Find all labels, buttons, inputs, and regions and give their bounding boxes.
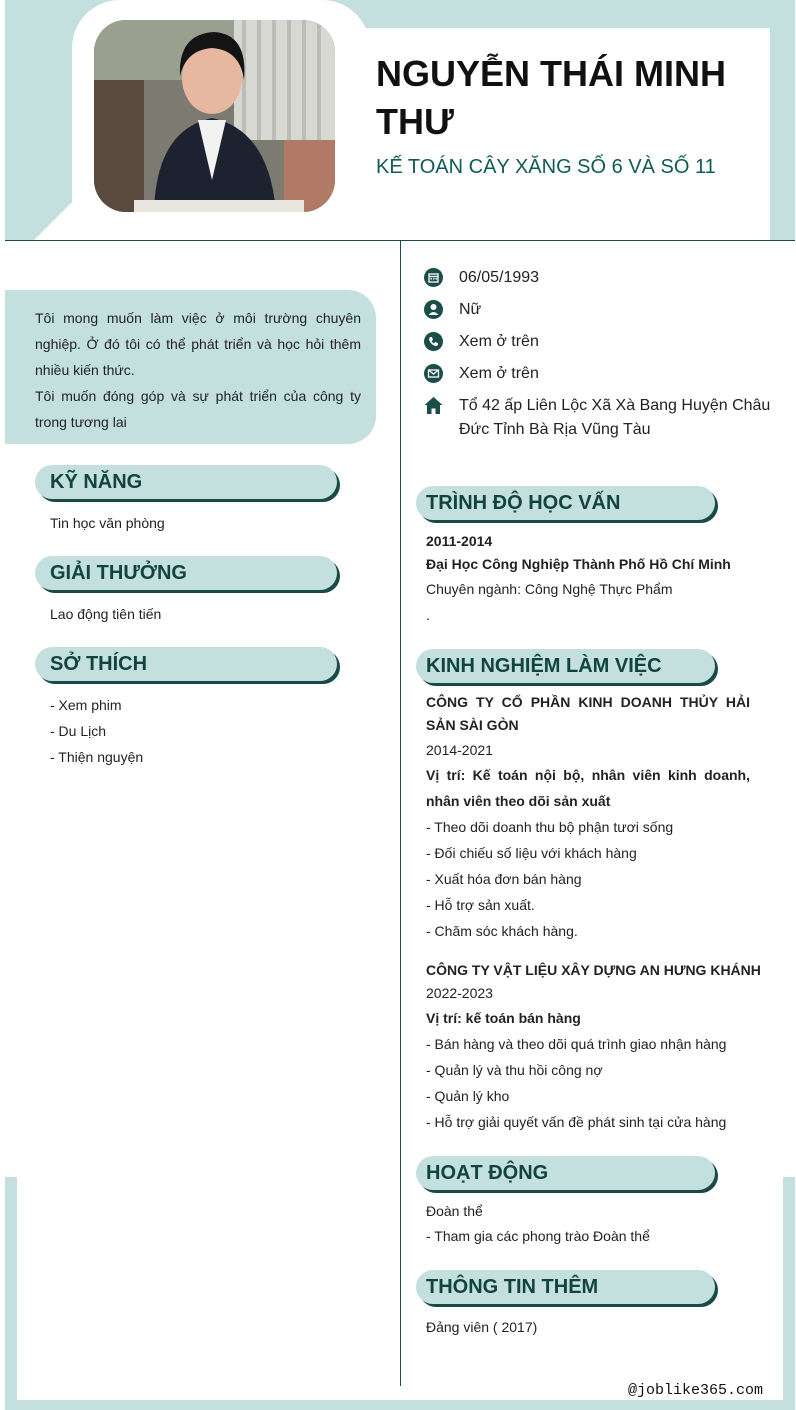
job-task: - Quản lý và thu hồi công nợ xyxy=(426,1062,603,1078)
job-period: 2022-2023 xyxy=(426,985,493,1001)
home-icon xyxy=(424,396,443,415)
job-task: - Xuất hóa đơn bán hàng xyxy=(426,871,582,887)
activity-item: - Tham gia các phong trào Đoàn thể xyxy=(426,1228,650,1244)
career-objective xyxy=(35,305,361,435)
candidate-name: NGUYỄN THÁI MINH THƯ xyxy=(376,53,726,142)
award-item: Lao động tiên tiến xyxy=(50,606,162,622)
company-name: CÔNG TY CỔ PHẦN KINH DOANH THỦY HẢI SẢN SÀI GÒN xyxy=(426,694,750,733)
skills-heading: KỸ NĂNG xyxy=(35,465,337,499)
job-position: Vị trí: kế toán bán hàng xyxy=(426,1010,581,1026)
hobby-item: - Thiện nguyện xyxy=(50,749,144,765)
frame-right xyxy=(783,1177,795,1410)
job-task: - Chăm sóc khách hàng. xyxy=(426,923,578,939)
column-divider xyxy=(400,240,401,1386)
footer-watermark: @joblike365.com xyxy=(628,1382,764,1399)
objective-paragraph: Tôi muốn đóng góp và sự phát triển của công ty trong tương lai xyxy=(35,388,361,430)
phone-icon xyxy=(424,332,443,351)
user-icon xyxy=(424,300,443,319)
skill-item: Tin học văn phòng xyxy=(50,515,165,531)
job-position: Vị trí: Kế toán nội bộ, nhân viên kinh doanh, nhân viên theo dõi sản xuất xyxy=(426,767,750,809)
profile-photo xyxy=(94,20,335,212)
extra-info-item: Đảng viên ( 2017) xyxy=(426,1319,538,1335)
hobbies-heading: SỞ THÍCH xyxy=(35,647,337,681)
job-task: - Hỗ trợ sản xuất. xyxy=(426,897,535,913)
job-task: - Bán hàng và theo dõi quá trình giao nhận hàng xyxy=(426,1036,727,1052)
gender: Nữ xyxy=(459,301,482,318)
activity-item: Đoàn thể xyxy=(426,1203,483,1219)
education-heading: TRÌNH ĐỘ HỌC VẤN xyxy=(416,486,715,520)
hobby-item: - Xem phim xyxy=(50,697,122,713)
education-note: . xyxy=(426,607,430,623)
phone: Xem ở trên xyxy=(459,333,539,350)
job-task: - Theo dõi doanh thu bộ phận tươi sống xyxy=(426,819,674,835)
company-name: CÔNG TY VẬT LIỆU XÂY DỰNG AN HƯNG KHÁNH xyxy=(426,962,761,978)
experience-heading: KINH NGHIỆM LÀM VIỆC xyxy=(416,649,715,683)
frame-bottom xyxy=(5,1400,795,1410)
birthday: 06/05/1993 xyxy=(459,269,540,286)
job-task: - Hỗ trợ giải quyết vấn đề phát sinh tại cửa hàng xyxy=(426,1114,727,1130)
frame-left xyxy=(5,1177,17,1410)
mail-icon xyxy=(424,364,443,383)
activities-heading: HOẠT ĐỘNG xyxy=(416,1156,715,1190)
job-task: - Quản lý kho xyxy=(426,1088,510,1104)
job-task: - Đối chiếu số liệu với khách hàng xyxy=(426,845,637,861)
calendar-icon xyxy=(424,268,443,287)
awards-heading: GIẢI THƯỞNG xyxy=(35,556,337,590)
job-period: 2014-2021 xyxy=(426,742,493,758)
objective-paragraph: Tôi mong muốn làm việc ở môi trường chuyên nghiệp. Ở đó tôi có thể phát triển và học hỏi thêm nhiều kiến thức. xyxy=(35,310,361,378)
job-title: KẾ TOÁN CÂY XĂNG SỐ 6 VÀ SỐ 11 xyxy=(376,156,716,178)
school-name: Đại Học Công Nghiệp Thành Phố Hồ Chí Minh xyxy=(426,556,731,572)
address: Tổ 42 ấp Liên Lộc Xã Xà Bang Huyện Châu Đức Tỉnh Bà Rịa Vũng Tàu xyxy=(459,397,771,438)
email: Xem ở trên xyxy=(459,365,539,382)
education-major: Chuyên ngành: Công Nghệ Thực Phẩm xyxy=(426,581,673,597)
header-notch xyxy=(34,196,78,240)
education-period: 2011-2014 xyxy=(426,533,493,549)
hobby-item: - Du Lịch xyxy=(50,723,107,739)
extra-info-heading: THÔNG TIN THÊM xyxy=(416,1270,715,1304)
